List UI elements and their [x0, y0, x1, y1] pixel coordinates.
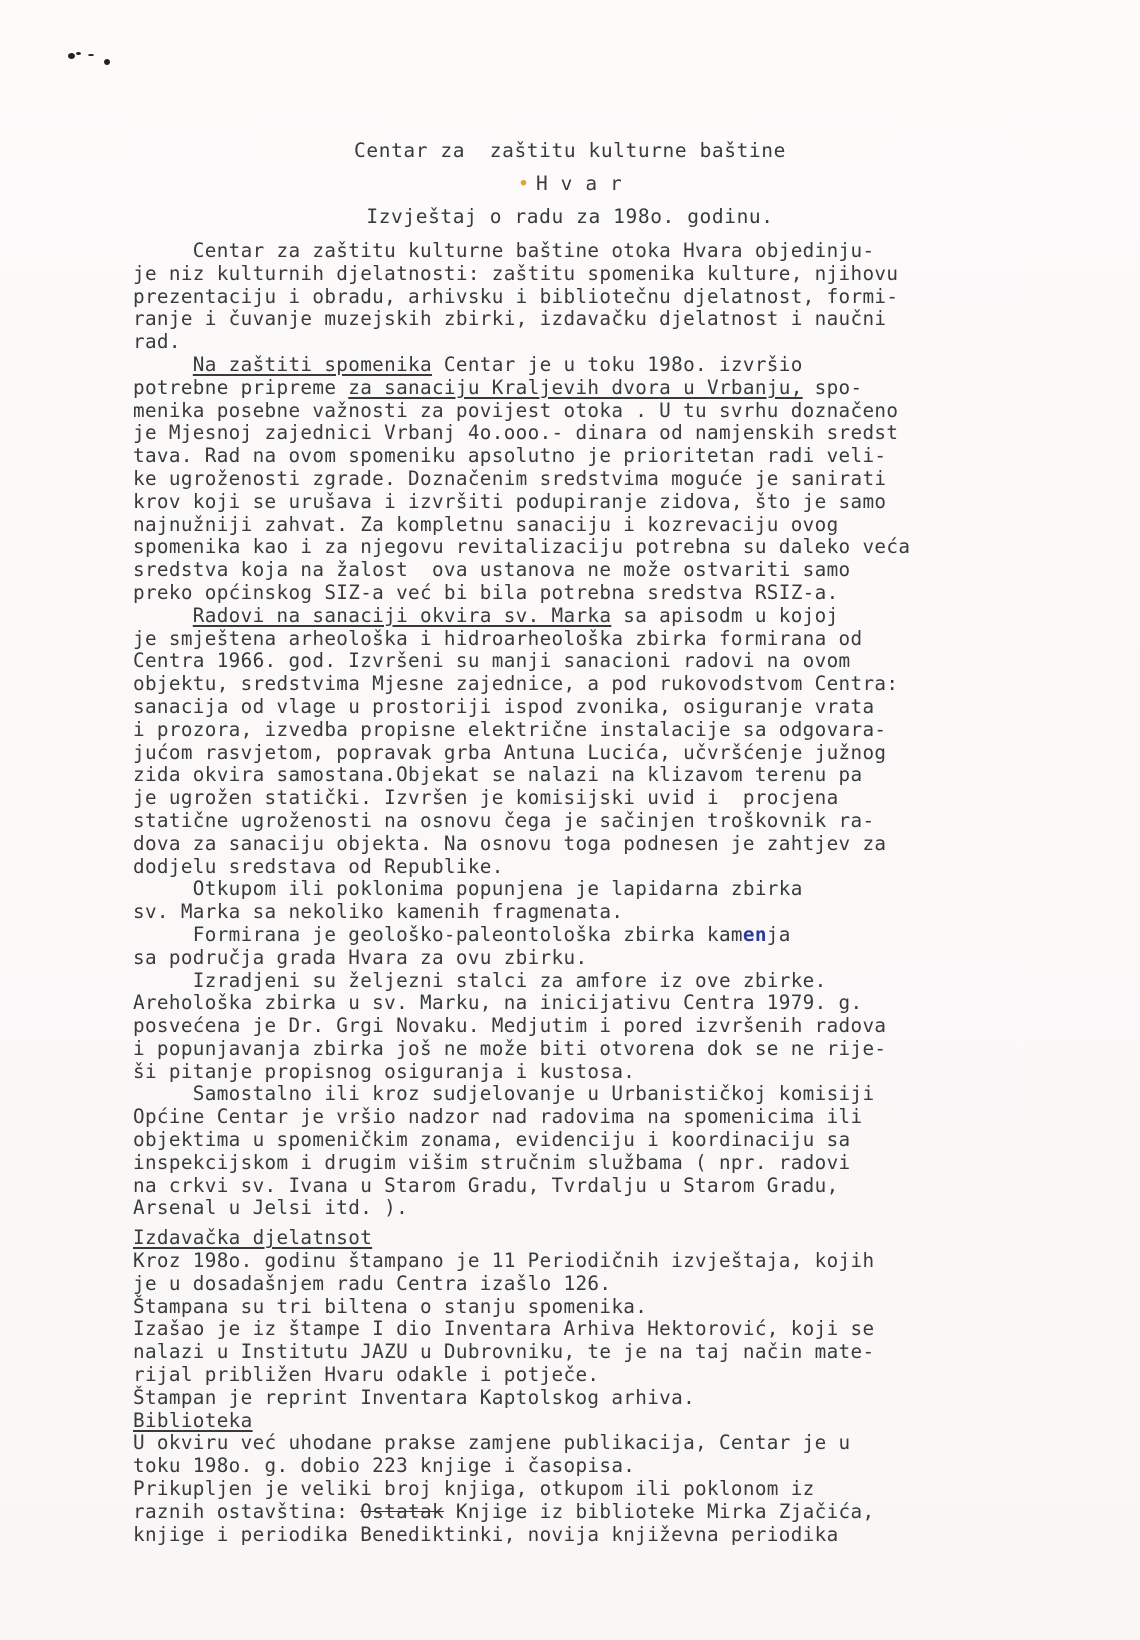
text-line: menika posebne važnosti za povijest otoka . U tu svrhu doznačeno — [133, 398, 899, 422]
text-line: prezentaciju i obradu, arhivsku i bibliotečnu djelatnost, formi- — [133, 284, 899, 308]
text-line: najnužniji zahvat. Za kompletnu sanaciju i kozrevaciju ovog — [133, 512, 839, 536]
text-line: je smještena arheološka i hidroarheološka zbirka formirana od — [133, 626, 863, 650]
text-line: i popunjavanja zbirka još ne može biti otvorena dok se ne rije- — [133, 1036, 887, 1060]
text-line: sa područja grada Hvara za ovu zbirku. — [133, 945, 588, 969]
text-line: nalazi u Institutu JAZU u Dubrovniku, te je na taj način mate- — [133, 1340, 875, 1364]
text-line: Na zaštiti spomenika Centar je u toku 198o. izvršio — [192, 352, 803, 376]
text-line: rad. — [133, 330, 181, 354]
text-line: i prozora, izvedba propisne električne instalacije sa odgovara- — [133, 717, 887, 741]
text-line: ranje i čuvanje muzejskih zbirki, izdavačku djelatnost i naučni — [133, 307, 887, 331]
text-line: Kroz 198o. godinu štampano je 11 Periodičnih izvještaja, kojih — [133, 1249, 875, 1273]
text-line: sv. Marka sa nekoliko kamenih fragmenata. — [133, 900, 624, 924]
text-line: Radovi na sanaciji okvira sv. Marka sa apisodm u kojoj — [192, 603, 839, 627]
library-heading: Biblioteka — [133, 1408, 253, 1432]
text-line: Izašao je iz štampe I dio Inventara Arhiva Hektorović, koji se — [133, 1317, 875, 1341]
text-line: tava. Rad na ovom spomeniku apsolutno je prioritetan radi veli- — [133, 444, 887, 468]
monument-protection-paragraph — [133, 354, 1068, 605]
text-line: knjige i periodika Benediktinki, novija književna periodika — [133, 1522, 839, 1546]
text-line: jućom rasvjetom, popravak grba Antuna Lucića, učvršćenje južnog — [133, 740, 887, 764]
ink-mark — [68, 48, 112, 70]
st-mark-paragraph — [133, 605, 1068, 1221]
report-body — [133, 240, 1068, 1546]
text-line: posvećena je Dr. Grgi Novaku. Medjutim i pored izvršenih radova — [133, 1014, 887, 1038]
text-line: Otkupom ili poklonima popunjena je lapidarna zbirka — [133, 877, 803, 901]
text-line: rijal približen Hvaru odakle i potječe. — [133, 1363, 600, 1387]
text-line: krov koji se urušava i izvršiti podupiranje zidova, što je samo — [133, 489, 887, 513]
ink-dot: • — [517, 172, 530, 195]
text-line: dova za sanaciju objekta. Na osnovu toga podnesen je zahtjev za — [133, 831, 887, 855]
text-line: objektu, sredstvima Mjesne zajednice, a pod rukovodstvom Centra: — [133, 672, 899, 696]
publishing-heading: Izdavačka djelatnsot — [133, 1226, 373, 1250]
text-line: na crkvi sv. Ivana u Starom Gradu, Tvrdalju u Starom Gradu, — [133, 1173, 839, 1197]
text-line: spomenika kao i za njegovu revitalizaciju potrebna su daleko veća — [133, 535, 911, 559]
text-line: raznih ostavština: Ostatak Knjige iz biblioteke Mirka Zjačića, — [133, 1499, 875, 1523]
header-report-title: Izvještaj o radu za 198o. godinu. — [366, 205, 774, 228]
text-line: Samostalno ili kroz sudjelovanje u Urbanističkoj komisiji — [133, 1082, 875, 1106]
text-line: je ugrožen statički. Izvršen je komisijski uvid i procjena — [133, 786, 839, 810]
text-line: U okviru već uhodane prakse zamjene publikacija, Centar je u — [133, 1431, 851, 1455]
text-line: Arsenal u Jelsi itd. ). — [133, 1196, 409, 1220]
text-line: Centar za zaštitu kulturne baštine otoka Hvara objedinju- — [133, 239, 875, 262]
struck-out-word: Ostatak — [360, 1499, 444, 1523]
underlined-heading: Na zaštiti spomenika — [192, 352, 432, 376]
text-line: Centra 1966. god. Izvršeni su manji sanacioni radovi na ovom — [133, 649, 851, 673]
intro-paragraph — [133, 240, 1068, 354]
text-line: zida okvira samostana.Objekat se nalazi na klizavom terenu pa — [133, 763, 863, 787]
text-line: ke ugroženosti zgrade. Doznačenim sredstvima moguće je sanirati — [133, 466, 887, 490]
blue-ink-correction: en — [742, 922, 767, 946]
header-institution: Centar za zaštitu kulturne baštine — [354, 139, 786, 162]
text-line: Općine Centar je vršio nadzor nad radovima na spomenicima ili — [133, 1105, 863, 1129]
text-line: je u dosadašnjem radu Centra izašlo 126. — [133, 1271, 612, 1295]
text-line: toku 198o. g. dobio 223 knjige i časopisa. — [133, 1454, 636, 1478]
text-line: statične ugroženosti na osnovu čega je sačinjen troškovnik ra- — [133, 808, 875, 832]
text-line: Formirana je geološko-paleontološka zbirka kamenja — [133, 922, 791, 946]
text-line: je Mjesnoj zajednici Vrbanj 4o.ooo.- dinara od namjenskih sredst — [133, 421, 899, 445]
library-section — [133, 1410, 1068, 1547]
text-line: ši pitanje propisnog osiguranja i kustosa. — [133, 1059, 636, 1083]
text-line: sredstva koja na žalost ova ustanova ne može ostvariti samo — [133, 558, 851, 582]
text-line: Štampana su tri biltena o stanju spomenika. — [133, 1294, 648, 1318]
underlined-heading: Radovi na sanaciji okvira sv. Marka — [192, 603, 612, 627]
text-line: Prikupljen je veliki broj knjiga, otkupom ili poklonom iz — [133, 1477, 815, 1501]
text-line: potrebne pripreme za sanaciju Kraljevih dvora u Vrbanju, spo- — [133, 375, 863, 399]
text-line: Arehološka zbirka u sv. Marku, na inicijativu Centra 1979. g. — [133, 991, 863, 1015]
text-line: dodjelu sredstava od Republike. — [133, 854, 504, 878]
text-line: objektima u spomeničkim zonama, evidenciju i koordinaciju sa — [133, 1128, 851, 1152]
underlined-phrase: za sanaciju Kraljevih dvora u Vrbanju, — [348, 375, 803, 399]
text-line: Štampan je reprint Inventara Kaptolskog arhiva. — [133, 1385, 696, 1409]
text-line: preko općinskog SIZ-a već bi bila potrebna sredstva RSIZ-a. — [133, 580, 839, 604]
text-line: sanacija od vlage u prostoriji ispod zvonika, osiguranje vrata — [133, 694, 875, 718]
text-line: je niz kulturnih djelatnosti: zaštitu spomenika kulture, njihovu — [133, 261, 899, 285]
publishing-section — [133, 1227, 1068, 1409]
text-line: Izradjeni su željezni stalci za amfore iz ove zbirke. — [133, 968, 827, 992]
document-header — [0, 134, 1140, 233]
header-place: • H v a r — [517, 172, 623, 195]
text-line: inspekcijskom i drugim višim stručnim službama ( npr. radovi — [133, 1150, 851, 1174]
